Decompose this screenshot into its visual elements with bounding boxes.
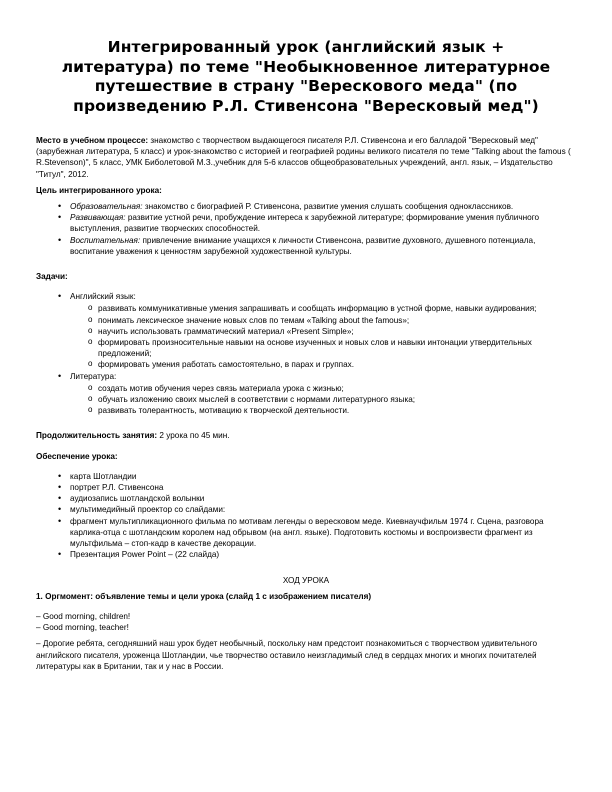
place-paragraph (36, 135, 576, 180)
list-item: o развивать коммуникативные умения запрашивать и сообщать информацию в устной форме, навыки аудирования; (36, 303, 576, 314)
teacher-speech: – Дорогие ребята, сегодняшний наш урок будет необычный, поскольку нам предстоит познакомиться с творчеством удивительного английского писателя, уроженца Шотландии, чье творчество оставило неизгладимый след в сердцах многих и многих почитателей литературы как в Британии, так и у нас в России. (36, 639, 537, 671)
list-item: o создать мотив обучения через связь материала урока с жизнью; (36, 383, 576, 394)
tasks-english-list (70, 303, 576, 370)
goal-item-text: привлечение внимание учащихся к личности Стивенсона, развитие духовного, душевного потенциала, воспитание уважения к ценностям зарубежной художественной культуры. (70, 235, 536, 256)
list-item: • карта Шотландии (36, 471, 576, 482)
list-item: o обучать изложению своих мыслей в соответствии с нормами литературного языка; (36, 394, 576, 405)
tasks-literature-list (70, 383, 576, 417)
document-body (36, 135, 576, 672)
lesson-heading: ХОД УРОКА (282, 575, 330, 585)
list-item: o формировать умения работать самостоятельно, в парах и группах. (36, 359, 576, 370)
title-line-2: литература) по теме "Необыкновенное литературное (61, 57, 551, 76)
goal-item-label: Воспитательная: (70, 235, 141, 245)
tasks-literature-label: Литература: (70, 371, 117, 381)
goal-item (36, 201, 576, 212)
goal-item-label: Образовательная: (70, 202, 143, 212)
tasks-literature (36, 371, 576, 417)
greeting-children: – Good morning, teacher! (36, 623, 129, 633)
goal-item-text: знакомство с биографией Р. Стивенсона, развитие умения слушать сообщения одноклассников. (142, 202, 514, 212)
tasks-english-label: Английский язык: (70, 292, 136, 302)
tasks-list (36, 291, 576, 416)
place-text: знакомство с творчеством выдающегося писателя Р.Л. Стивенсона и его балладой "Вересковый мед" (зарубежная литература, 5 класс) и урок-знакомство с историей и географией родины великого писателя по теме "Talking about the famous ( R.Stevenson)", 5 класс, УМК Биболетовой М.З.,учебник для 5-6 классов общеобразовательных учреждений, англ. язык, – Издательство "Титул", 2012. (36, 136, 571, 179)
document-title (40, 38, 572, 116)
list-item: • портрет Р.Л. Стивенсона (36, 482, 576, 493)
title-line-4: произведению Р.Л. Стивенсона "Вересковый мед") (73, 96, 539, 115)
goal-item-text: развитие устной речи, пробуждение интереса к зарубежной литературе; формирование умения публичного выступления, развитие творческих способностей. (70, 213, 540, 234)
goal-heading: Цель интегрированного урока: (36, 185, 162, 195)
goal-item (36, 212, 576, 234)
list-item: • фрагмент мультипликационного фильма по мотивам легенды о вересковом меде. Киевнаучфильм 1974 г. Сцена, разговора карлика-отца с шотландским королем над обрывом (на англ. языке). Подготовить костюмы и воспроизвести фрагмент из мультфильма – стоп-кадр в качестве декорации. (36, 516, 576, 550)
equipment-heading: Обеспечение урока: (36, 451, 118, 461)
goal-item-label: Развивающая: (70, 213, 126, 223)
list-item: o развивать толерантность, мотивацию к творческой деятельности. (36, 405, 576, 416)
duration-paragraph (36, 430, 576, 441)
list-item: • мультимедийный проектор со слайдами: (36, 504, 576, 515)
tasks-english (36, 291, 576, 370)
title-line-3: путешествие в страну "Верескового меда" (по (94, 77, 518, 95)
list-item: o научить использовать грамматический материал «Present Simple»; (36, 326, 576, 337)
lesson-step-1: 1. Оргмомент: объявление темы и цели урока (слайд 1 с изображением писателя) (36, 591, 372, 601)
list-item: o понимать лексическое значение новых слов по темам «Talking about the famous»; (36, 315, 576, 326)
goal-item (36, 235, 576, 257)
goal-list (36, 201, 576, 257)
duration-label: Продолжительность занятия: (36, 431, 158, 441)
equipment-list (36, 471, 576, 561)
list-item: o формировать произносительные навыки на основе изученных и новых слов и навыки интонации утвердительных предложений; (36, 337, 576, 359)
greeting-teacher: – Good morning, children! (36, 611, 131, 621)
tasks-heading: Задачи: (36, 272, 68, 282)
title-line-1: Интегрированный урок (английский язык + (107, 38, 505, 56)
place-label: Место в учебном процессе: (36, 136, 149, 145)
list-item: • аудиозапись шотландской волынки (36, 493, 576, 504)
duration-text: 2 урока по 45 мин. (157, 431, 230, 441)
list-item: • Презентация Power Point – (22 слайда) (36, 549, 576, 560)
